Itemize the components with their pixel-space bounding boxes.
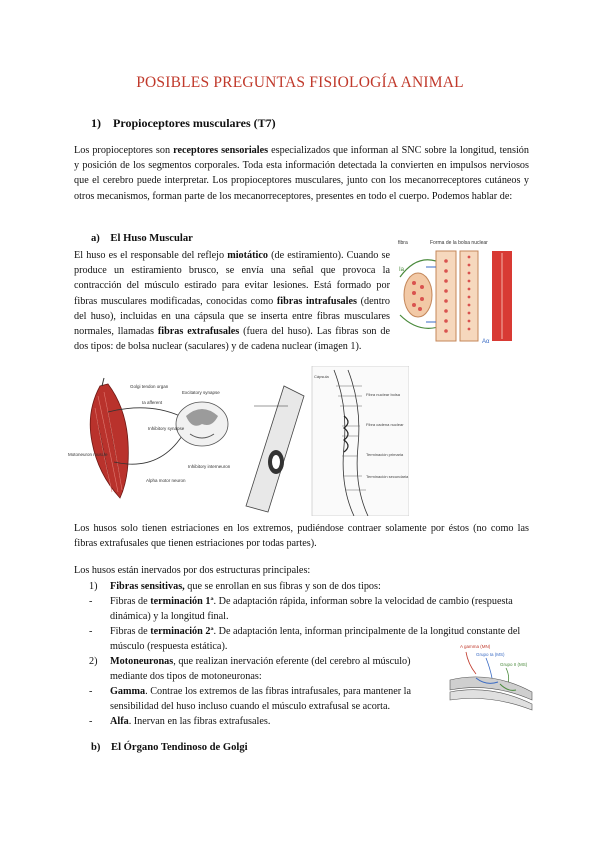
- section-number: 1): [91, 116, 101, 130]
- list-item-1: [89, 579, 529, 594]
- fig2-label-3: Excitatory synapse: [182, 390, 220, 395]
- fig1-label-ia: Ia: [399, 267, 405, 273]
- intro-paragraph: [74, 143, 529, 204]
- list-text: . Contrae los extremos de las fibras intrafusales, para mantener la sensibilidad del huso incluso cuando el músculo extrafusal se acorta.: [110, 686, 412, 713]
- list-bold: Gamma: [110, 686, 146, 697]
- huso-text: El huso es el responsable del reflejo: [74, 250, 228, 261]
- list-text: , que realizan inervación eferente (del cerebro al músculo) mediante dos tipos de motoneuronas:: [110, 656, 411, 683]
- fig1-top-label: Forma de la bolsa nuclear: [430, 240, 488, 246]
- fig3-label-2: Fibra nuclear bolsa: [366, 392, 401, 397]
- fig2-label-1: Golgi tendon organ: [130, 384, 169, 389]
- innervation-diagram: [446, 640, 536, 712]
- fig2-label-5: Motoneuron muscle: [68, 452, 108, 457]
- list-marker: 1): [89, 581, 98, 592]
- list-bold: terminación 1ª: [150, 596, 214, 607]
- list-marker: -: [89, 686, 93, 697]
- fig4-label-2: Grupo Ia (MS): [476, 652, 505, 657]
- fig2-label-4: Inhibitory synapse: [148, 426, 185, 431]
- fig3-label-5: Terminación secundaria: [366, 474, 409, 479]
- fig1-label-aa: Aα: [482, 339, 490, 345]
- huso-bold: fibras intrafusales: [276, 295, 357, 307]
- list-text: Fibras de: [110, 596, 151, 607]
- huso-text: (de estiramiento). Cuando se produce un estiramiento brusco, se envía una señal que provoca la contracción del músculo estirado para evitar lesiones. Está formado por fibras musculares modificadas, conocidas como: [74, 250, 390, 307]
- list-bold: Motoneuronas: [110, 656, 174, 667]
- spindle-diagram: [396, 237, 526, 349]
- fig2-label-6: Alpha motor neuron: [146, 478, 186, 483]
- list-item-2: [89, 654, 440, 684]
- fig4-label-3: Grupo II (MS): [500, 662, 528, 667]
- list-marker: -: [89, 626, 93, 637]
- list-marker: 2): [89, 656, 98, 667]
- huso-text: (fuera del huso). Las fibras son de dos tipos: de bolsa nuclear (saculares) y de cadena nuclear (imagen 1).: [74, 326, 390, 353]
- list-item-2a: [89, 684, 440, 714]
- intro-text: Los propioceptores son: [74, 145, 174, 156]
- list-text: que se enrollan en sus fibras y son de dos tipos:: [184, 581, 381, 592]
- intro-bold: receptores sensoriales: [173, 145, 269, 156]
- list-bold: terminación 2ª: [150, 626, 214, 637]
- fig2-label-7: Inhibitory interneuron: [188, 464, 231, 469]
- list-bold: Fibras sensitivas,: [110, 581, 185, 592]
- inervados-paragraph: Los husos están inervados por dos estructuras principales:: [74, 565, 311, 576]
- fig3-label-1: Cápsula: [314, 374, 329, 379]
- huso-paragraph: [74, 248, 390, 354]
- reflex-arc-diagram: [68, 372, 248, 505]
- subsection-a-heading: [91, 233, 193, 244]
- fig4-label-1: A gamma (MN): [460, 644, 491, 649]
- list-text: Fibras de: [110, 626, 151, 637]
- list-item-2b: [89, 714, 440, 729]
- huso-text: (dentro del huso), incluidas en una cápsula que se inserta entre fibras musculares normales, llamadas: [74, 295, 391, 338]
- fig3-label-3: Fibra cadena nuclear: [366, 422, 404, 427]
- subsection-b-heading: [91, 742, 248, 753]
- huso-bold: miotático: [227, 250, 268, 261]
- list-marker: -: [89, 716, 93, 727]
- huso-bold: fibras extrafusales: [157, 326, 240, 338]
- section-title: Propioceptores musculares (T7): [113, 116, 276, 130]
- list-item-1a: [89, 594, 529, 624]
- intro-text-2: especializados que informan al SNC sobre la longitud, tensión y posición de los segmentos corporales. Toda esta información detectada la convierten en impulsos nerviosos que el cerebro puede interpretar. Los propioceptores musculares, junto con los mecanorreceptores cutáneos y otros mecanismos, forman parte de los mecanorreceptores, presentes en todo el cuerpo. Podemos hablar de:: [74, 145, 529, 202]
- estriaciones-paragraph: Los husos solo tienen estriaciones en los extremos, pudiéndose contraer solamente por éstos (no como las fibras extrafusales que tienen estriaciones por todas partes).: [74, 523, 529, 550]
- subsection-title: El Órgano Tendinoso de Golgi: [111, 742, 248, 753]
- spindle-drawing: [244, 366, 409, 516]
- list-text: . De adaptación lenta, informan principalmente de la longitud constante del músculo (respuesta estática).: [110, 626, 521, 653]
- list-bold: Alfa: [110, 716, 129, 727]
- subsection-number: b): [91, 742, 101, 753]
- page-title: POSIBLES PREGUNTAS FISIOLOGÍA ANIMAL: [136, 74, 464, 91]
- section-heading: [91, 116, 276, 131]
- list-marker: -: [89, 596, 93, 607]
- svg-text:fibra: fibra: [398, 240, 408, 246]
- subsection-title: El Huso Muscular: [110, 233, 193, 244]
- list-text: . Inervan en las fibras extrafusales.: [128, 716, 271, 727]
- fig2-label-2: Ia afferent: [142, 400, 163, 405]
- subsection-number: a): [91, 233, 100, 244]
- list-text: . De adaptación rápida, informan sobre la velocidad de cambio (respuesta dinámica) y la longitud final.: [110, 596, 513, 623]
- fig3-label-4: Terminación primaria: [366, 452, 404, 457]
